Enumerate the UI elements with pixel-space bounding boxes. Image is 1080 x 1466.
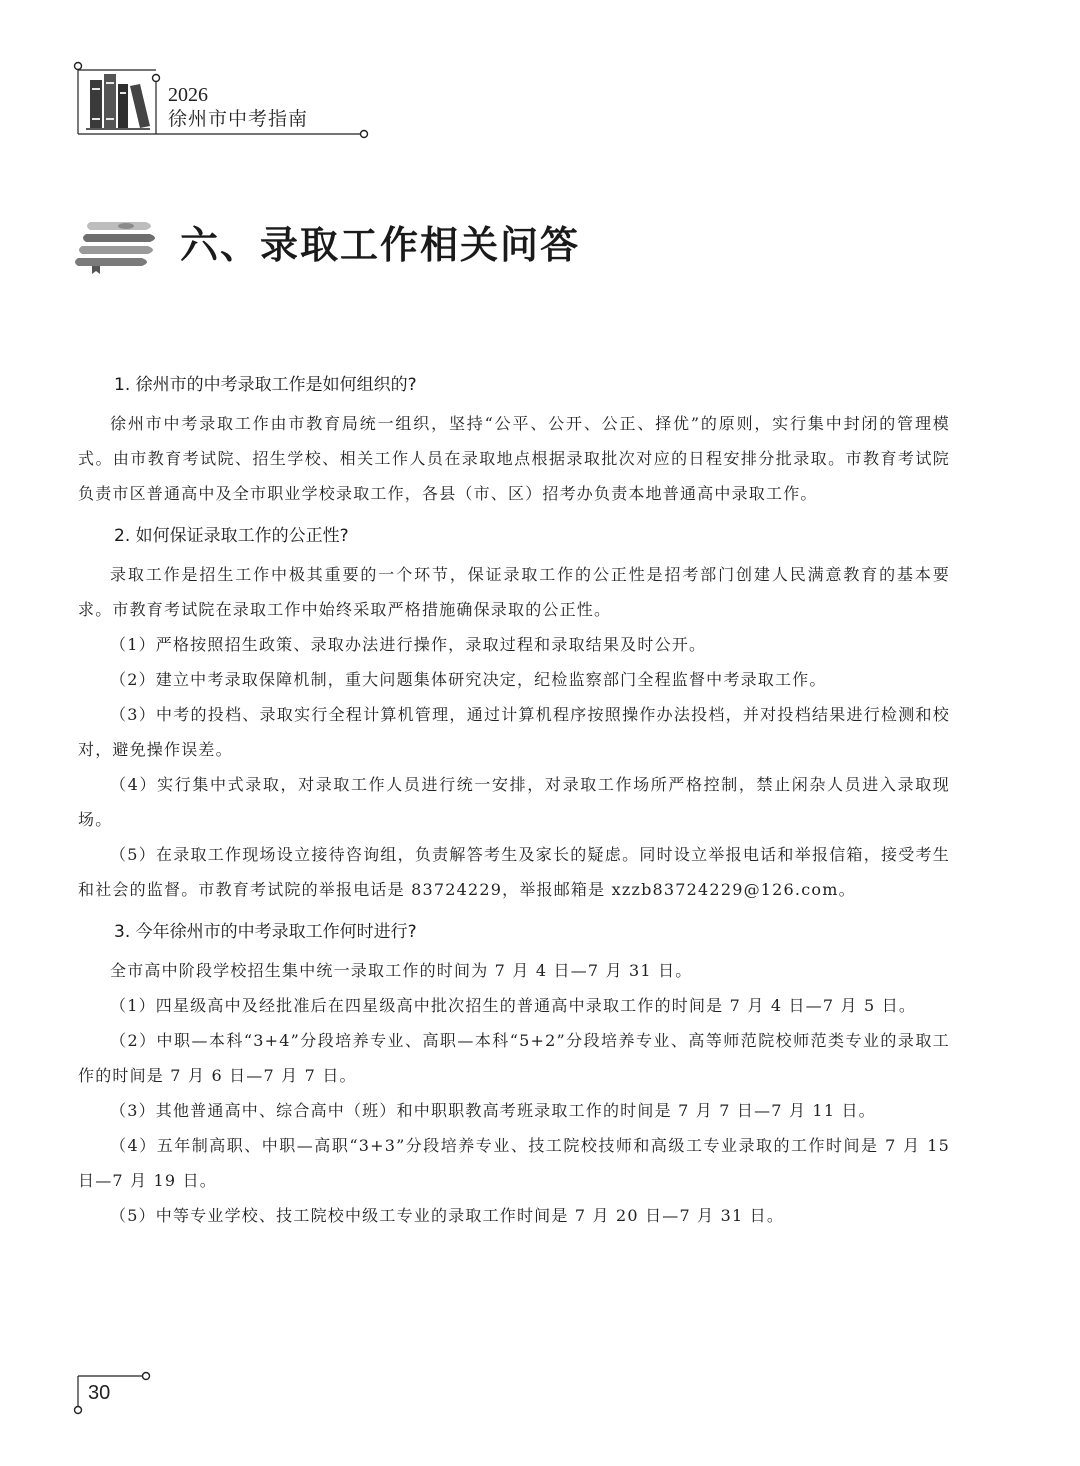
list-item: （5）在录取工作现场设立接待咨询组，负责解答考生及家长的疑虑。同时设立举报电话和举报信箱，接受考生和社会的监督。市教育考试院的举报电话是 83724229，举报邮箱是 xzzb83724229@126.com。 (78, 845, 950, 899)
answer-paragraph: 录取工作是招生工作中极其重要的一个环节，保证录取工作的公正性是招考部门创建人民满意教育的基本要求。市教育考试院在录取工作中始终采取严格措施确保录取的公正性。 (78, 565, 950, 619)
list-item: （3）其他普通高中、综合高中（班）和中职职教高考班录取工作的时间是 7 月 7 日—7 月 11 日。 (110, 1101, 876, 1120)
question-heading: 3. 今年徐州市的中考录取工作何时进行? (114, 922, 417, 942)
header-subtitle: 徐州市中考指南 (168, 108, 309, 130)
list-item: （1）四星级高中及经批准后在四星级高中批次招生的普通高中录取工作的时间是 7 月 4 日—7 月 5 日。 (110, 996, 917, 1015)
list-item: （5）中等专业学校、技工院校中级工专业的录取工作时间是 7 月 20 日—7 月 31 日。 (110, 1206, 785, 1225)
list-item: （2）建立中考录取保障机制，重大问题集体研究决定，纪检监察部门全程监督中考录取工作。 (110, 670, 827, 689)
question-heading: 2. 如何保证录取工作的公正性? (114, 526, 349, 546)
list-item: （4）实行集中式录取，对录取工作人员进行统一安排，对录取工作场所严格控制，禁止闲杂人员进入录取现场。 (78, 775, 950, 829)
page-number: 30 (88, 1382, 111, 1404)
question-heading: 1. 徐州市的中考录取工作是如何组织的? (114, 375, 417, 395)
list-item: （2）中职—本科“3+4”分段培养专业、高职—本科“5+2”分段培养专业、高等师范院校师范类专业的录取工作的时间是 7 月 6 日—7 月 7 日。 (78, 1031, 950, 1085)
list-item: （4）五年制高职、中职—高职“3+3”分段培养专业、技工院校技师和高级工专业录取的工作时间是 7 月 15 日—7 月 19 日。 (78, 1136, 950, 1190)
book-stack-icon (72, 216, 162, 276)
answer-paragraph: 徐州市中考录取工作由市教育局统一组织，坚持“公平、公开、公正、择优”的原则，实行集中封闭的管理模式。由市教育考试院、招生学校、相关工作人员在录取地点根据录取批次对应的日程安排分批录取。市教育考试院负责市区普通高中及全市职业学校录取工作，各县（市、区）招考办负责本地普通高中录取工作。 (78, 414, 950, 503)
header-year: 2026 (168, 84, 208, 106)
chapter-title: 六、录取工作相关问答 (180, 222, 581, 267)
list-item: （1）严格按照招生政策、录取办法进行操作，录取过程和录取结果及时公开。 (110, 635, 707, 654)
answer-paragraph: 全市高中阶段学校招生集中统一录取工作的时间为 7 月 4 日—7 月 31 日。 (110, 961, 693, 980)
ornament-dots (75, 1373, 150, 1414)
main-content (78, 372, 950, 1233)
list-item: （3）中考的投档、录取实行全程计算机管理，通过计算机程序按照操作办法投档，并对投档结果进行检测和校对，避免操作误差。 (78, 705, 950, 759)
header-frame (0, 0, 1080, 160)
books-icon (86, 74, 150, 129)
